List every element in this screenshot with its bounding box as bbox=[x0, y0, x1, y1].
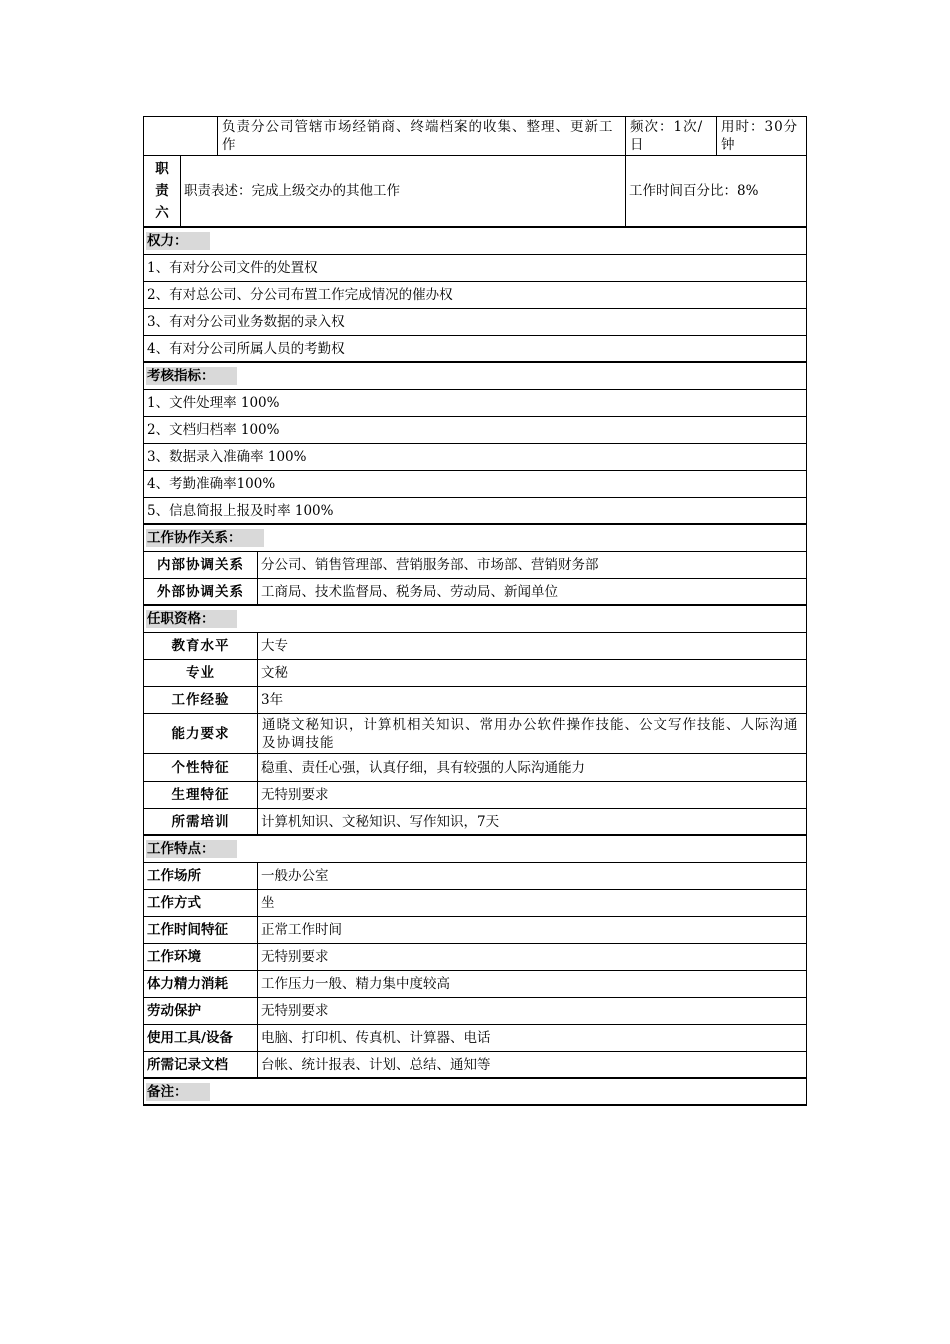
table-row bbox=[143, 917, 807, 944]
work-features-heading: 工作特点： bbox=[144, 836, 237, 862]
qualification-value: 3年 bbox=[257, 687, 806, 713]
kpi-item: 4、考勤准确率100% bbox=[147, 476, 276, 492]
qualification-value: 无特别要求 bbox=[257, 782, 806, 808]
duty-frequency: 频次：1次/日 bbox=[625, 117, 716, 155]
work-feature-value: 工作压力一般、精力集中度较高 bbox=[257, 971, 806, 997]
kpi-item: 1、文件处理率 100% bbox=[147, 395, 280, 411]
relations-heading: 工作协作关系： bbox=[144, 525, 264, 551]
work-feature-value: 无特别要求 bbox=[257, 998, 806, 1024]
qualifications-heading: 任职资格： bbox=[144, 606, 237, 632]
duty-text: 负责分公司管辖市场经销商、终端档案的收集、整理、更新工作 bbox=[217, 117, 625, 155]
work-feature-value: 正常工作时间 bbox=[257, 917, 806, 943]
duty-six-label-char: 六 bbox=[155, 205, 169, 221]
internal-relations-value: 分公司、销售管理部、营销服务部、市场部、营销财务部 bbox=[257, 552, 806, 578]
qualification-label: 生理特征 bbox=[171, 787, 230, 803]
table-row bbox=[143, 863, 807, 890]
list-item bbox=[143, 498, 807, 525]
list-item bbox=[143, 282, 807, 309]
list-item bbox=[143, 390, 807, 417]
work-feature-label: 工作场所 bbox=[147, 868, 201, 884]
kpi-heading-row bbox=[143, 363, 807, 390]
work-feature-label: 劳动保护 bbox=[147, 1003, 201, 1019]
work-feature-label: 工作环境 bbox=[147, 949, 201, 965]
work-feature-value: 一般办公室 bbox=[257, 863, 806, 889]
power-item: 4、有对分公司所属人员的考勤权 bbox=[147, 340, 345, 357]
list-item bbox=[143, 309, 807, 336]
work-feature-label: 所需记录文档 bbox=[147, 1056, 228, 1073]
table-row bbox=[143, 944, 807, 971]
qualifications-heading-row bbox=[143, 606, 807, 633]
qualification-label: 所需培训 bbox=[171, 813, 230, 830]
table-row bbox=[143, 579, 807, 606]
qualification-value: 通晓文秘知识，计算机相关知识、常用办公软件操作技能、公文写作技能、人际沟通及协调技能 bbox=[257, 714, 806, 753]
table-row bbox=[143, 660, 807, 687]
qualification-value: 稳重、责任心强，认真仔细，具有较强的人际沟通能力 bbox=[257, 754, 806, 781]
remarks-heading: 备注： bbox=[144, 1079, 210, 1104]
table-row bbox=[143, 809, 807, 836]
power-item: 3、有对分公司业务数据的录入权 bbox=[147, 314, 345, 330]
qualification-label: 个性特征 bbox=[171, 759, 230, 776]
list-item bbox=[143, 336, 807, 363]
table-row bbox=[143, 687, 807, 714]
list-item bbox=[143, 417, 807, 444]
power-item: 1、有对分公司文件的处置权 bbox=[147, 260, 318, 276]
kpi-heading: 考核指标： bbox=[144, 363, 237, 389]
table-row bbox=[143, 754, 807, 782]
internal-relations-label: 内部协调关系 bbox=[157, 557, 244, 573]
power-item: 2、有对总公司、分公司布置工作完成情况的催办权 bbox=[147, 287, 453, 303]
table-row bbox=[143, 998, 807, 1025]
remarks-row bbox=[143, 1079, 807, 1106]
qualification-label: 能力要求 bbox=[171, 725, 230, 742]
job-description-table bbox=[143, 116, 807, 1106]
qualification-value: 计算机知识、文秘知识、写作知识，7天 bbox=[257, 809, 806, 834]
duty-row bbox=[143, 116, 807, 156]
table-row bbox=[143, 782, 807, 809]
duty-time: 用时：30分钟 bbox=[716, 117, 806, 155]
table-row bbox=[143, 1025, 807, 1052]
kpi-item: 3、数据录入准确率 100% bbox=[147, 449, 307, 465]
qualification-label: 专业 bbox=[186, 665, 215, 681]
duty-six-label-char: 职 bbox=[155, 161, 169, 177]
work-feature-label: 使用工具/设备 bbox=[147, 1030, 233, 1046]
work-feature-value: 坐 bbox=[257, 890, 806, 916]
table-row bbox=[143, 633, 807, 660]
duty-six-row bbox=[143, 156, 807, 228]
kpi-item: 2、文档归档率 100% bbox=[147, 422, 280, 438]
duty-six-label-char: 责 bbox=[155, 183, 169, 199]
qualification-label: 工作经验 bbox=[171, 692, 230, 708]
kpi-item: 5、信息简报上报及时率 100% bbox=[147, 502, 334, 519]
work-feature-value: 电脑、打印机、传真机、计算器、电话 bbox=[257, 1025, 806, 1051]
list-item bbox=[143, 255, 807, 282]
qualification-value: 大专 bbox=[257, 633, 806, 659]
work-feature-label: 工作方式 bbox=[147, 895, 201, 911]
duty-six-label bbox=[144, 156, 180, 226]
work-feature-value: 台帐、统计报表、计划、总结、通知等 bbox=[257, 1052, 806, 1077]
duty-six-description: 职责表述：完成上级交办的其他工作 bbox=[180, 156, 625, 226]
list-item bbox=[143, 471, 807, 498]
work-feature-label: 工作时间特征 bbox=[147, 922, 228, 938]
work-feature-value: 无特别要求 bbox=[257, 944, 806, 970]
work-features-heading-row bbox=[143, 836, 807, 863]
list-item bbox=[143, 444, 807, 471]
table-row bbox=[143, 1052, 807, 1079]
table-row bbox=[143, 552, 807, 579]
table-row bbox=[143, 714, 807, 754]
powers-heading-row bbox=[143, 228, 807, 255]
qualification-value: 文秘 bbox=[257, 660, 806, 686]
external-relations-label: 外部协调关系 bbox=[157, 583, 244, 600]
qualification-label: 教育水平 bbox=[171, 638, 230, 654]
powers-heading: 权力： bbox=[144, 228, 210, 254]
duty-six-time-percent: 工作时间百分比：8% bbox=[625, 156, 806, 226]
table-row bbox=[143, 890, 807, 917]
work-feature-label: 体力精力消耗 bbox=[147, 976, 228, 992]
table-row bbox=[143, 971, 807, 998]
external-relations-value: 工商局、技术监督局、税务局、劳动局、新闻单位 bbox=[257, 579, 806, 604]
relations-heading-row bbox=[143, 525, 807, 552]
